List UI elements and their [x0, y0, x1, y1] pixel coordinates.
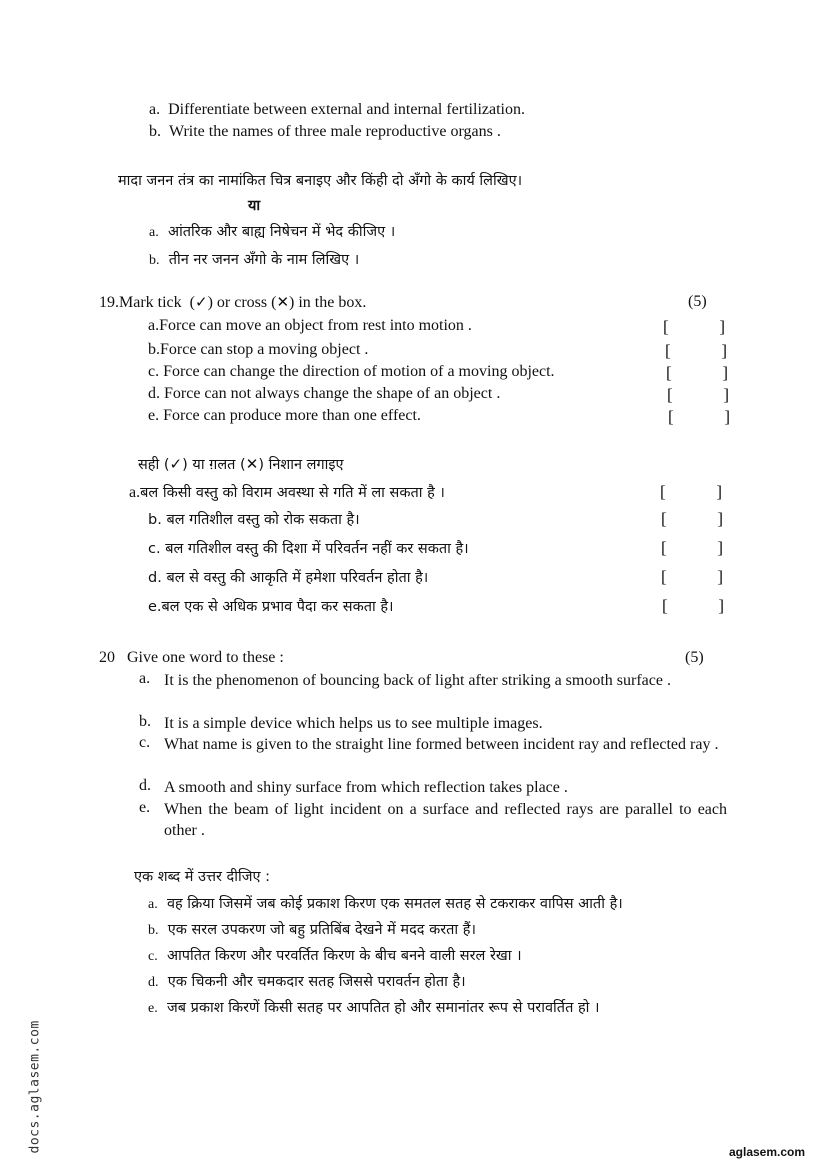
prompt-text: सही — [138, 457, 160, 473]
item-label: c. — [139, 734, 151, 751]
tick-icon: ✓ — [194, 293, 208, 311]
answer-box[interactable]: [ ] — [668, 407, 730, 426]
q19-hindi-item: e.बल एक से अधिक प्रभाव पैदा कर सकता है। — [148, 599, 394, 615]
q20-hindi-item: e. जब प्रकाश किरणें किसी सतह पर आपतित हो और समानांतर रूप से परावर्तित हो । — [148, 1000, 600, 1016]
q20-marks: (5) — [685, 649, 704, 666]
q20-hindi-item: c. आपतित किरण और परवर्तित किरण के बीच बनने वाली सरल रेखा । — [148, 948, 522, 964]
q20-item: When the beam of light incident on a surface and reflected rays are parallel to each other . — [164, 801, 727, 839]
prompt-text-mid: या ग़लत — [192, 457, 236, 473]
answer-box[interactable]: [ ] — [661, 538, 723, 557]
item-text: Differentiate between external and internal fertilization. — [168, 101, 525, 118]
q19-heading: 19.Mark tick (✓) or cross (✕) in the box. — [99, 293, 367, 311]
prompt-text-mid: or cross — [216, 294, 268, 311]
item-label: a. — [149, 101, 161, 118]
side-watermark: docs.aglasem.com — [27, 1020, 43, 1154]
answer-box[interactable]: [ ] — [667, 385, 729, 404]
q18-hindi-item-b: b. तीन नर जनन अँगो के नाम लिखिए । — [149, 252, 360, 268]
item-text: Write the names of three male reproductive organs . — [169, 123, 501, 140]
q18-item-a — [149, 101, 525, 119]
question-number: 20 — [99, 649, 115, 666]
q19-hindi-item: b. बल गतिशील वस्तु को रोक सकता है। — [148, 512, 360, 528]
item-text: आंतरिक और बाह्य निषेचन में भेद कीजिए । — [167, 224, 396, 240]
answer-box[interactable]: [ ] — [666, 363, 728, 382]
q19-item: b.Force can stop a moving object . — [148, 341, 369, 358]
question-number: 19. — [99, 294, 119, 311]
cross-icon: ✕ — [245, 455, 259, 473]
q20-item: A smooth and shiny surface from which reflection takes place . — [164, 779, 568, 796]
tick-icon: ✓ — [169, 455, 183, 473]
q20-item: It is a simple device which helps us to see multiple images. — [164, 715, 543, 732]
q20-heading — [99, 649, 284, 667]
q19-item: a.Force can move an object from rest into motion . — [148, 317, 472, 334]
answer-box[interactable]: [ ] — [661, 509, 723, 528]
item-label: b. — [149, 123, 161, 140]
q19-marks: (5) — [688, 293, 707, 310]
q20-hindi-item: d. एक चिकनी और चमकदार सतह जिससे परावर्तन होता है। — [148, 974, 466, 990]
footer-watermark[interactable]: aglasem.com — [729, 1145, 806, 1159]
cross-icon: ✕ — [276, 293, 290, 311]
item-text: तीन नर जनन अँगो के नाम लिखिए । — [168, 252, 360, 268]
q20-item: It is the phenomenon of bouncing back of light after striking a smooth surface . — [164, 672, 671, 689]
q19-item: d. Force can not always change the shape of an object . — [148, 385, 501, 402]
q20-hindi-heading: एक शब्द में उत्तर दीजिए : — [134, 869, 271, 885]
answer-box[interactable]: [ ] — [660, 482, 722, 501]
item-label: e. — [139, 799, 151, 816]
q20-hindi-item: b. एक सरल उपकरण जो बहु प्रतिबिंब देखने में मदद करता हैं। — [148, 922, 476, 938]
q19-item: c. Force can change the direction of motion of a moving object. — [148, 363, 555, 380]
q18-item-b — [149, 123, 501, 141]
item-label: d. — [139, 777, 151, 794]
q19-hindi-item: c. बल गतिशील वस्तु की दिशा में परिवर्तन नहीं कर सकता है। — [148, 541, 469, 557]
q19-hindi-item: a.बल किसी वस्तु को विराम अवस्था से गति में ला सकता है । — [129, 484, 445, 501]
q18-hindi-main: मादा जनन तंत्र का नामांकित चित्र बनाइए और किंही दो अँगो के कार्य लिखिए। — [118, 173, 523, 189]
answer-box[interactable]: [ ] — [661, 567, 723, 586]
q18-hindi-item-a: a. आंतरिक और बाह्य निषेचन में भेद कीजिए । — [149, 224, 396, 240]
q19-hindi-heading: सही (✓) या ग़लत (✕) निशान लगाइए — [138, 455, 344, 473]
q20-hindi-item: a. वह क्रिया जिसमें जब कोई प्रकाश किरण एक समतल सतह से टकराकर वापिस आती है। — [148, 896, 623, 912]
prompt-text: Mark tick — [119, 294, 182, 311]
answer-box[interactable]: [ ] — [663, 317, 725, 336]
item-label: a. — [139, 670, 151, 687]
q19-item: e. Force can produce more than one effect. — [148, 407, 421, 424]
prompt-text-end: निशान लगाइए — [268, 457, 344, 473]
q19-hindi-item: d. बल से वस्तु की आकृति में हमेशा परिवर्तन होता है। — [148, 570, 429, 586]
item-label: b. — [139, 713, 151, 730]
prompt-text: Give one word to these : — [127, 649, 284, 666]
prompt-text-end: in the box. — [298, 294, 367, 311]
q20-item: What name is given to the straight line formed between incident ray and reflected ray . — [164, 736, 719, 753]
answer-box[interactable]: [ ] — [665, 341, 727, 360]
answer-box[interactable]: [ ] — [662, 596, 724, 615]
or-divider: या — [248, 198, 261, 214]
